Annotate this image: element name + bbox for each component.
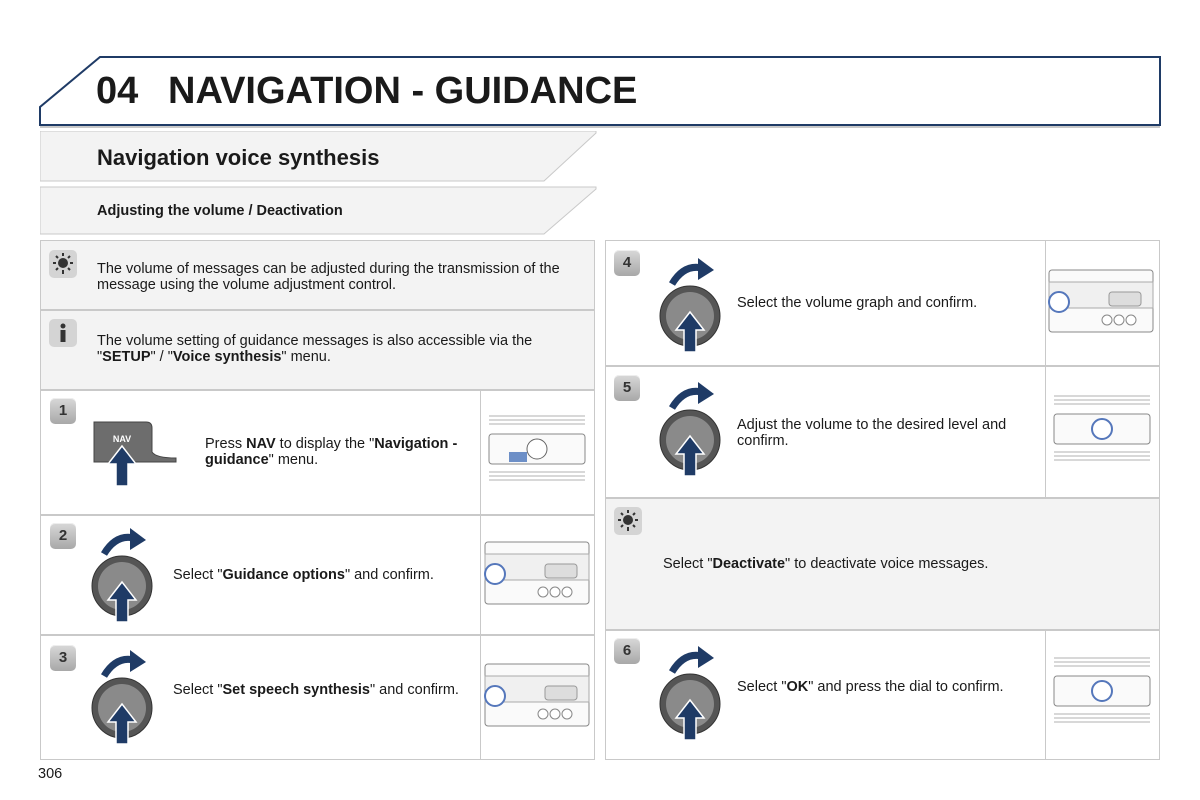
light-bulb-icon: [48, 249, 78, 279]
tip-text-deactivate: Select "Deactivate" to deactivate voice messages.: [663, 556, 989, 572]
step-4-text: Select the volume graph and confirm.: [737, 295, 978, 311]
rotary-dial-icon: [90, 650, 160, 746]
rotary-dial-icon: [658, 646, 728, 742]
step-2-panel-divider: [480, 515, 481, 635]
section-title: Navigation voice synthesis: [97, 145, 380, 170]
step-2-number: 2: [50, 523, 76, 549]
step-3-panel-divider: [480, 635, 481, 760]
rotary-dial-icon: [90, 528, 160, 624]
step-6-panel-divider: [1045, 630, 1046, 760]
chapter-number: 04: [96, 70, 139, 112]
radio-panel-nav-image: [487, 410, 587, 486]
step-4-number: 4: [614, 250, 640, 276]
radio-panel-dial-image: [483, 540, 591, 606]
info-text-setup: The volume setting of guidance messages is also accessible via the "SETUP" / "Voice synthesis" menu.: [97, 333, 533, 365]
step-5-panel-divider: [1045, 366, 1046, 498]
info-icon: [48, 318, 78, 348]
step-1-text: Press NAV to display the "Navigation - guidance" menu.: [205, 436, 458, 468]
nav-button-icon: [90, 418, 182, 488]
rotary-dial-icon: [658, 258, 728, 354]
step-5-text: Adjust the volume to the desired level and confirm.: [737, 417, 1007, 449]
rotary-dial-icon: [658, 382, 728, 478]
step-3-text: Select "Set speech synthesis" and confirm.: [173, 682, 459, 698]
section-subtitle: Adjusting the volume / Deactivation: [97, 203, 343, 219]
tip-text-volume: The volume of messages can be adjusted during the transmission of the message using the volume adjustment control.: [97, 261, 560, 293]
step-4-panel-divider: [1045, 240, 1046, 366]
page-title: NAVIGATION - GUIDANCE: [168, 70, 638, 112]
step-1-panel-divider: [480, 390, 481, 515]
step-3-number: 3: [50, 645, 76, 671]
radio-panel-confirm-image: [1052, 652, 1152, 728]
radio-panel-dial-image: [483, 662, 591, 728]
light-bulb-icon: [613, 506, 643, 536]
step-6-number: 6: [614, 638, 640, 664]
radio-panel-dial-image: [1047, 268, 1155, 334]
radio-panel-volume-image: [1052, 390, 1152, 466]
step-5-number: 5: [614, 375, 640, 401]
nav-key-label: NAV: [112, 434, 132, 444]
page-number: 306: [38, 766, 63, 782]
step-6-text: Select "OK" and press the dial to confirm.: [737, 679, 1004, 695]
step-1-number: 1: [50, 398, 76, 424]
step-2-text: Select "Guidance options" and confirm.: [173, 567, 434, 583]
